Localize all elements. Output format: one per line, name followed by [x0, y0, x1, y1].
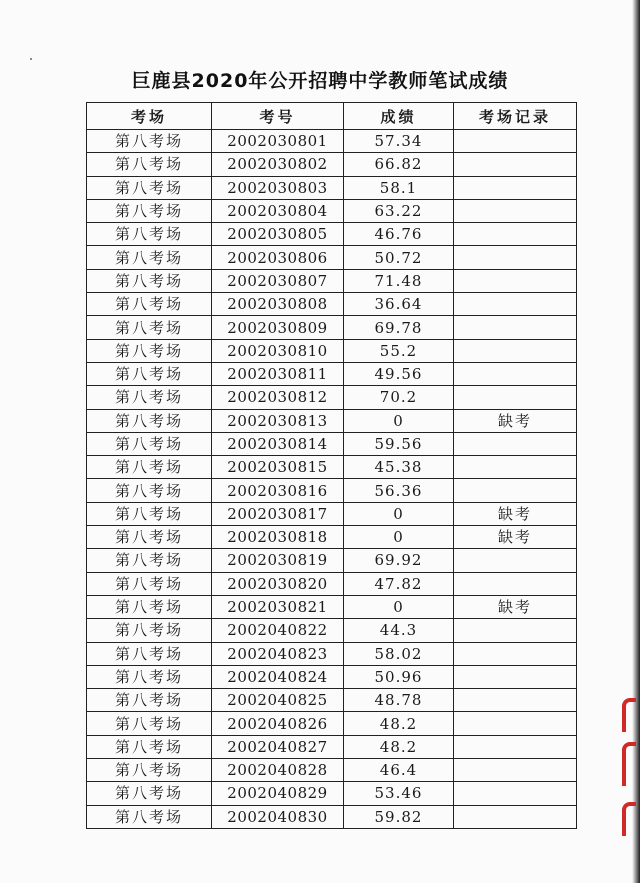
exam-room-cell: 第八考场: [87, 176, 212, 199]
exam-room-cell: 第八考场: [87, 572, 212, 595]
exam-record-cell: [454, 316, 577, 339]
table-row: [87, 689, 577, 712]
score-cell: 69.92: [344, 549, 454, 572]
exam-number-cell: 2002030813: [212, 409, 344, 432]
score-cell: 58.1: [344, 176, 454, 199]
exam-number-cell: 2002030818: [212, 526, 344, 549]
exam-record-cell: [454, 432, 577, 455]
exam-record-cell: [454, 246, 577, 269]
exam-room-cell: 第八考场: [87, 595, 212, 618]
scan-speck: [30, 58, 32, 60]
exam-number-cell: 2002040830: [212, 805, 344, 828]
exam-room-cell: 第八考场: [87, 153, 212, 176]
table-row: [87, 805, 577, 828]
exam-record-cell: [454, 572, 577, 595]
exam-record-cell: [454, 293, 577, 316]
exam-room-cell: 第八考场: [87, 362, 212, 385]
exam-record-cell: [454, 479, 577, 502]
exam-number-cell: 2002030808: [212, 293, 344, 316]
score-cell: 57.34: [344, 130, 454, 153]
exam-number-cell: 2002030814: [212, 432, 344, 455]
exam-record-cell: [454, 456, 577, 479]
table-row: [87, 386, 577, 409]
table-row: [87, 246, 577, 269]
exam-record-cell: [454, 665, 577, 688]
table-row: [87, 502, 577, 525]
table-row: [87, 735, 577, 758]
table-row: [87, 549, 577, 572]
exam-number-cell: 2002040826: [212, 712, 344, 735]
exam-record-cell: [454, 199, 577, 222]
exam-record-cell: [454, 735, 577, 758]
score-cell: 70.2: [344, 386, 454, 409]
exam-number-cell: 2002030819: [212, 549, 344, 572]
score-cell: 49.56: [344, 362, 454, 385]
table-row: [87, 712, 577, 735]
page-title: 巨鹿县2020年公开招聘中学教师笔试成绩: [131, 70, 509, 92]
score-cell: 55.2: [344, 339, 454, 362]
exam-number-cell: 2002030817: [212, 502, 344, 525]
score-cell: 36.64: [344, 293, 454, 316]
score-cell: 58.02: [344, 642, 454, 665]
table-row: [87, 456, 577, 479]
exam-number-cell: 2002040829: [212, 782, 344, 805]
score-cell: 0: [344, 526, 454, 549]
exam-room-cell: 第八考场: [87, 269, 212, 292]
exam-number-cell: 2002030821: [212, 595, 344, 618]
table-row: [87, 409, 577, 432]
table-row: [87, 572, 577, 595]
table-header-row: [87, 103, 577, 130]
exam-room-cell: 第八考场: [87, 549, 212, 572]
score-cell: 45.38: [344, 456, 454, 479]
exam-room-cell: 第八考场: [87, 199, 212, 222]
exam-room-cell: 第八考场: [87, 782, 212, 805]
exam-record-cell: 缺考: [454, 526, 577, 549]
scores-table: [86, 102, 577, 829]
exam-room-cell: 第八考场: [87, 456, 212, 479]
score-cell: 50.72: [344, 246, 454, 269]
score-cell: 0: [344, 502, 454, 525]
exam-number-cell: 2002030816: [212, 479, 344, 502]
column-header-room: 考场: [87, 103, 212, 130]
exam-number-cell: 2002040827: [212, 735, 344, 758]
score-cell: 56.36: [344, 479, 454, 502]
exam-room-cell: 第八考场: [87, 223, 212, 246]
table-row: [87, 665, 577, 688]
exam-room-cell: 第八考场: [87, 689, 212, 712]
exam-number-cell: 2002030807: [212, 269, 344, 292]
exam-record-cell: [454, 805, 577, 828]
table-row: [87, 595, 577, 618]
exam-number-cell: 2002030809: [212, 316, 344, 339]
seal-stroke: [622, 742, 636, 786]
table-row: [87, 130, 577, 153]
table-row: [87, 293, 577, 316]
score-cell: 44.3: [344, 619, 454, 642]
exam-record-cell: [454, 269, 577, 292]
exam-number-cell: 2002030820: [212, 572, 344, 595]
exam-record-cell: [454, 689, 577, 712]
exam-record-cell: [454, 130, 577, 153]
exam-room-cell: 第八考场: [87, 339, 212, 362]
exam-record-cell: [454, 386, 577, 409]
exam-room-cell: 第八考场: [87, 386, 212, 409]
exam-number-cell: 2002040823: [212, 642, 344, 665]
score-cell: 69.78: [344, 316, 454, 339]
exam-record-cell: [454, 619, 577, 642]
exam-record-cell: [454, 782, 577, 805]
exam-room-cell: 第八考场: [87, 805, 212, 828]
table-row: [87, 339, 577, 362]
exam-record-cell: [454, 642, 577, 665]
score-cell: 46.4: [344, 759, 454, 782]
score-cell: 47.82: [344, 572, 454, 595]
exam-record-cell: [454, 339, 577, 362]
table-row: [87, 362, 577, 385]
table-row: [87, 642, 577, 665]
score-cell: 0: [344, 409, 454, 432]
exam-record-cell: [454, 362, 577, 385]
exam-room-cell: 第八考场: [87, 526, 212, 549]
table-row: [87, 526, 577, 549]
table-row: [87, 316, 577, 339]
exam-number-cell: 2002030805: [212, 223, 344, 246]
score-cell: 48.2: [344, 735, 454, 758]
exam-record-cell: [454, 712, 577, 735]
column-header-record: 考场记录: [454, 103, 577, 130]
exam-room-cell: 第八考场: [87, 712, 212, 735]
exam-room-cell: 第八考场: [87, 502, 212, 525]
table-row: [87, 199, 577, 222]
table-row: [87, 782, 577, 805]
exam-number-cell: 2002030811: [212, 362, 344, 385]
score-cell: 63.22: [344, 199, 454, 222]
table-row: [87, 223, 577, 246]
exam-record-cell: 缺考: [454, 502, 577, 525]
exam-room-cell: 第八考场: [87, 316, 212, 339]
table-row: [87, 479, 577, 502]
column-header-number: 考号: [212, 103, 344, 130]
exam-number-cell: 2002030802: [212, 153, 344, 176]
score-cell: 53.46: [344, 782, 454, 805]
exam-record-cell: 缺考: [454, 409, 577, 432]
exam-number-cell: 2002040822: [212, 619, 344, 642]
exam-room-cell: 第八考场: [87, 130, 212, 153]
table-row: [87, 176, 577, 199]
exam-room-cell: 第八考场: [87, 619, 212, 642]
score-cell: 66.82: [344, 153, 454, 176]
score-cell: 48.2: [344, 712, 454, 735]
column-header-score: 成绩: [344, 103, 454, 130]
exam-number-cell: 2002030806: [212, 246, 344, 269]
score-cell: 59.82: [344, 805, 454, 828]
exam-room-cell: 第八考场: [87, 479, 212, 502]
exam-record-cell: [454, 549, 577, 572]
exam-record-cell: 缺考: [454, 595, 577, 618]
score-cell: 59.56: [344, 432, 454, 455]
exam-room-cell: 第八考场: [87, 432, 212, 455]
exam-room-cell: 第八考场: [87, 735, 212, 758]
score-cell: 48.78: [344, 689, 454, 712]
score-cell: 46.76: [344, 223, 454, 246]
table-row: [87, 432, 577, 455]
score-cell: 71.48: [344, 269, 454, 292]
table-row: [87, 269, 577, 292]
exam-number-cell: 2002030810: [212, 339, 344, 362]
exam-room-cell: 第八考场: [87, 246, 212, 269]
exam-number-cell: 2002030801: [212, 130, 344, 153]
table-row: [87, 759, 577, 782]
exam-number-cell: 2002040828: [212, 759, 344, 782]
score-cell: 0: [344, 595, 454, 618]
table-row: [87, 619, 577, 642]
exam-room-cell: 第八考场: [87, 642, 212, 665]
score-cell: 50.96: [344, 665, 454, 688]
table-body: [87, 130, 577, 829]
exam-number-cell: 2002030803: [212, 176, 344, 199]
exam-number-cell: 2002040824: [212, 665, 344, 688]
table-row: [87, 153, 577, 176]
exam-number-cell: 2002030812: [212, 386, 344, 409]
exam-number-cell: 2002030815: [212, 456, 344, 479]
exam-room-cell: 第八考场: [87, 293, 212, 316]
exam-number-cell: 2002030804: [212, 199, 344, 222]
seal-stroke: [622, 698, 636, 732]
red-seal-stamp: [622, 690, 640, 850]
exam-record-cell: [454, 153, 577, 176]
exam-record-cell: [454, 176, 577, 199]
exam-number-cell: 2002040825: [212, 689, 344, 712]
exam-room-cell: 第八考场: [87, 665, 212, 688]
seal-stroke: [622, 802, 636, 836]
exam-record-cell: [454, 223, 577, 246]
exam-room-cell: 第八考场: [87, 409, 212, 432]
exam-room-cell: 第八考场: [87, 759, 212, 782]
exam-record-cell: [454, 759, 577, 782]
